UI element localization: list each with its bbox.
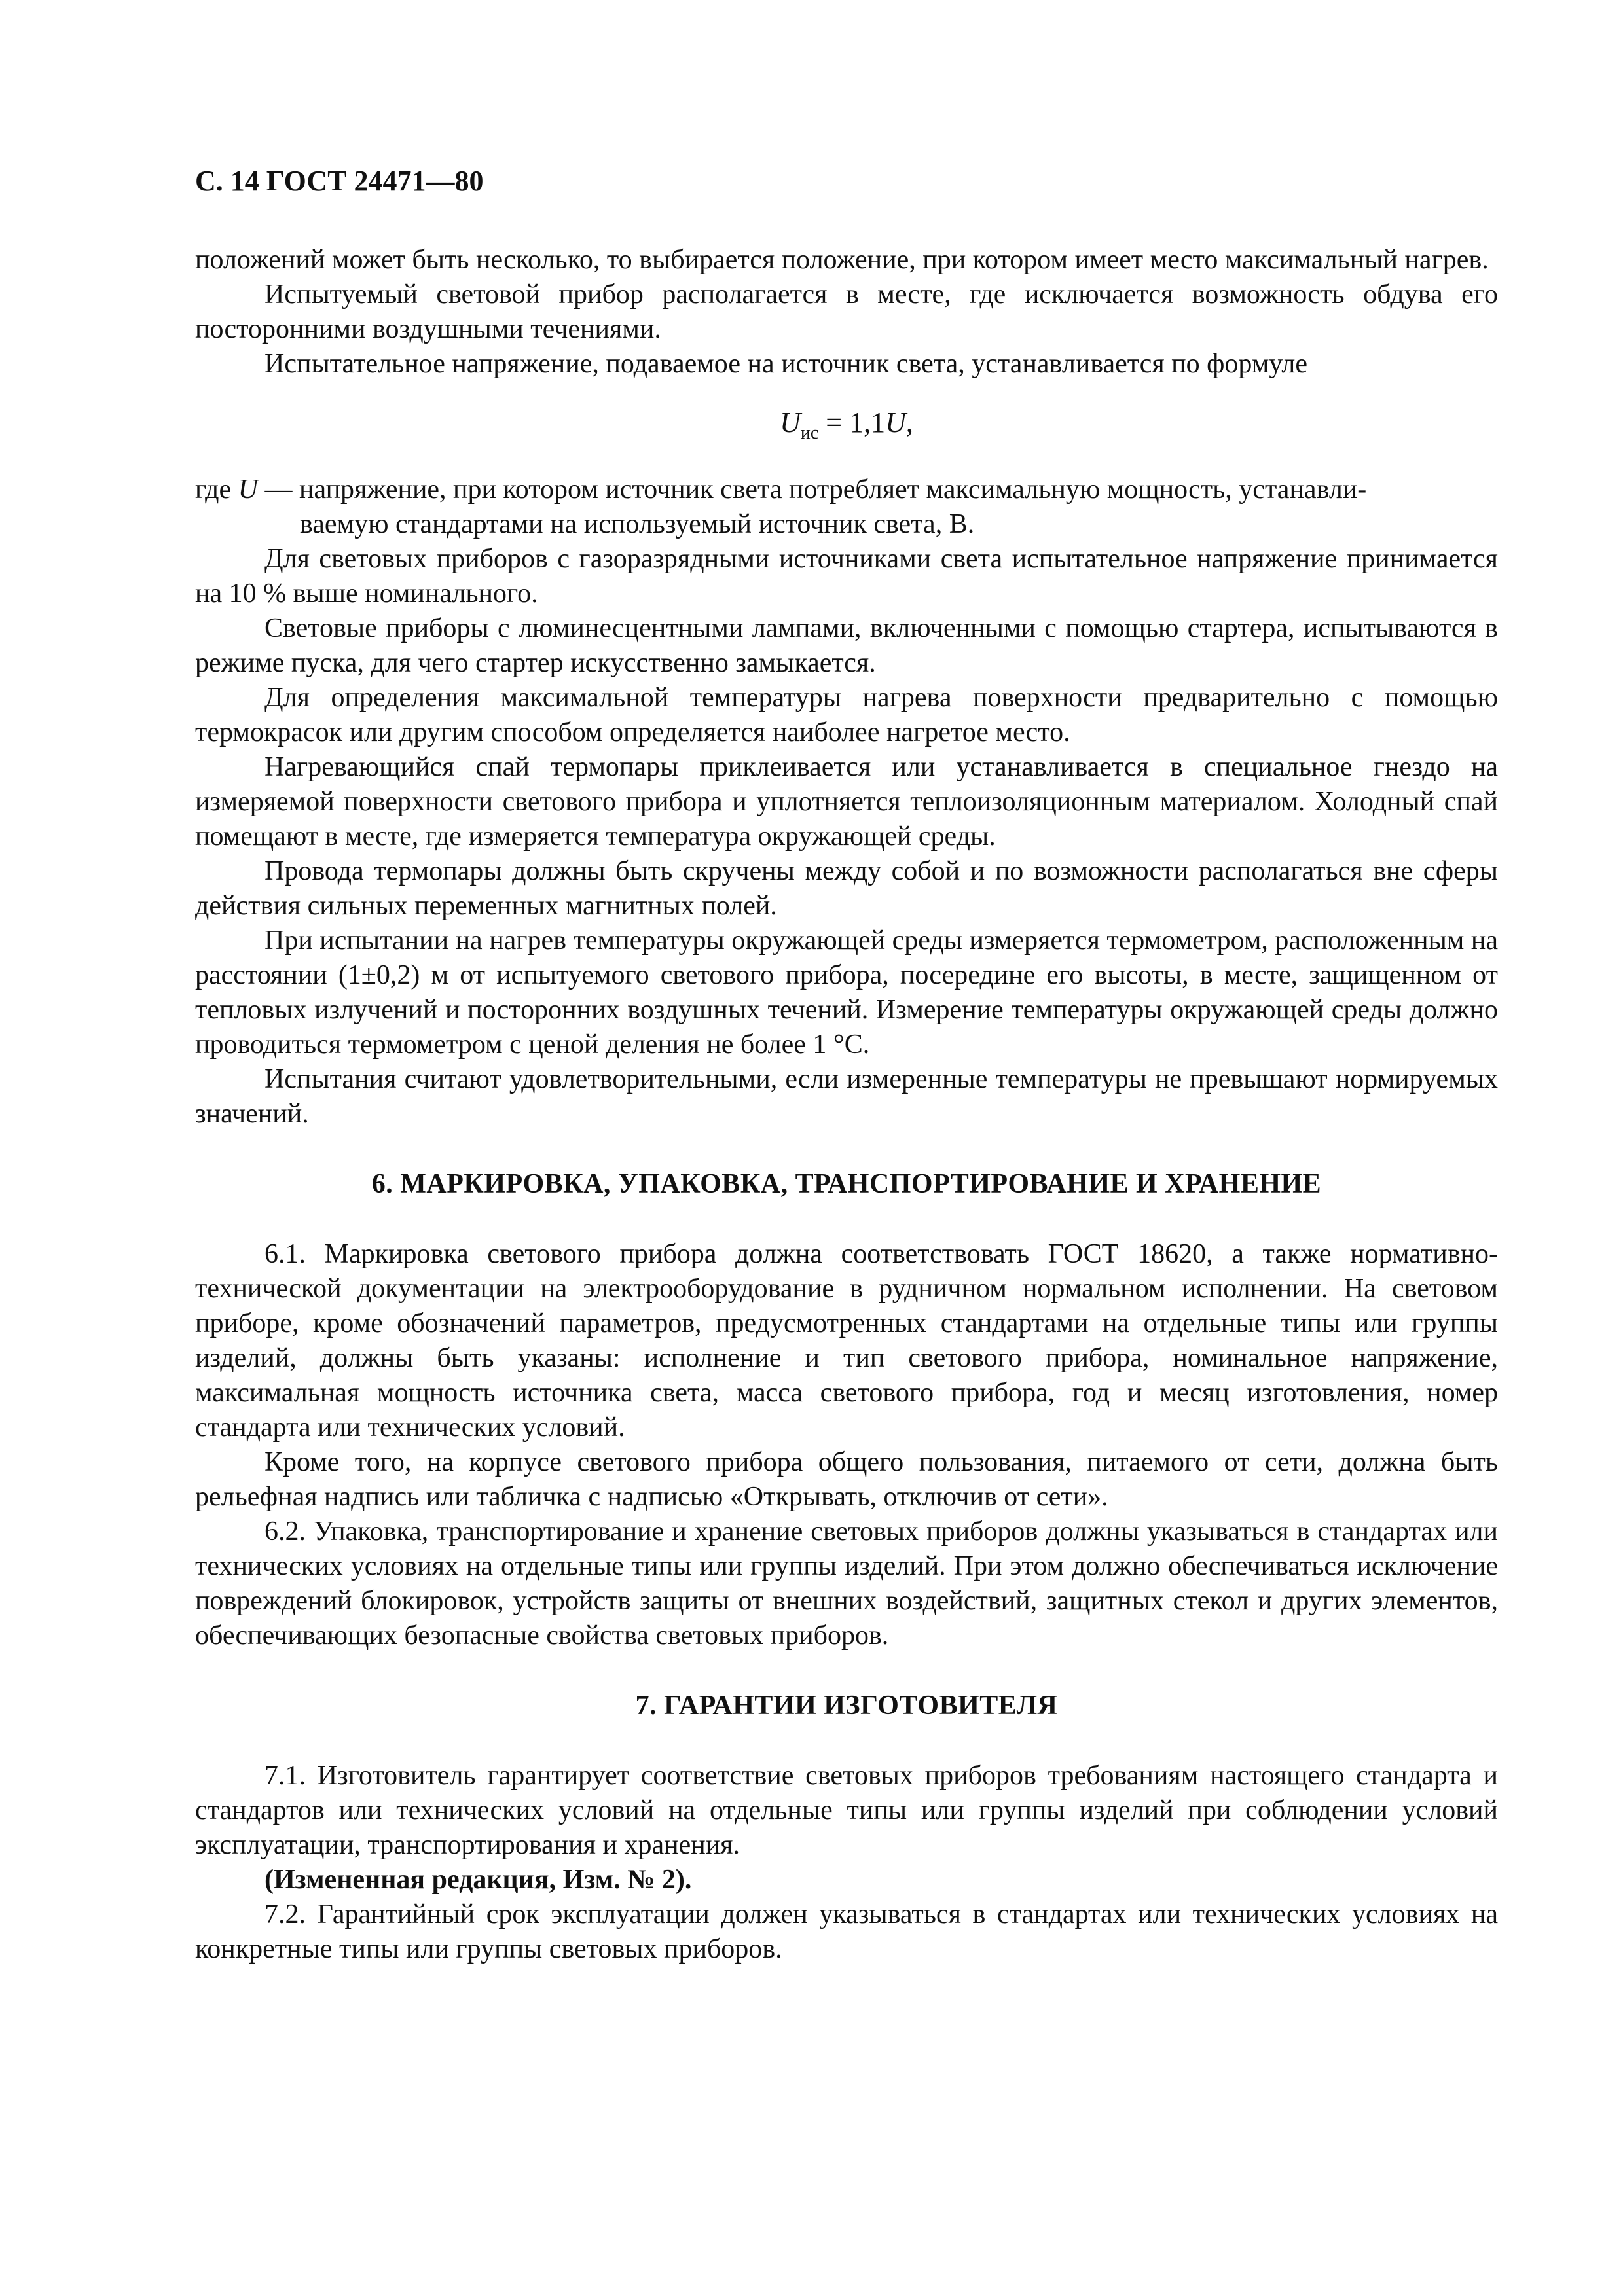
amendment-note: (Измененная редакция, Изм. № 2). <box>264 1865 692 1895</box>
section-6-title: 6. МАРКИРОВКА, УПАКОВКА, ТРАНСПОРТИРОВАНИЕ И ХРАНЕНИЕ <box>371 1169 1322 1199</box>
paragraph: Испытательное напряжение, подаваемое на источник света, устанавливается по формуле <box>264 349 1308 379</box>
formula-legend <box>195 473 1498 542</box>
paragraph: Для определения максимальной температуры нагрева поверхности предварительно с помощью термокрасок или другим способом определяется наиболее нагретое место. <box>195 683 1498 747</box>
legend-text-1: — напряжение, при котором источник света потребляет максимальную мощность, устанавли- <box>258 475 1367 505</box>
paragraph: Для световых приборов с газоразрядными источниками света испытательное напряжение принимается на 10 % выше номинального. <box>195 544 1498 609</box>
paragraph: 7.2. Гарантийный срок эксплуатации должен указываться в стандартах или технических условиях на конкретные типы или группы световых приборов. <box>195 1899 1498 1964</box>
page-header: С. 14 ГОСТ 24471—80 <box>195 165 484 197</box>
formula-var: U <box>780 406 801 439</box>
legend-line-1 <box>195 473 1498 507</box>
formula-rhs-suffix: , <box>905 406 913 439</box>
formula-subscript: ис <box>800 423 819 443</box>
paragraph: 6.1. Маркировка светового прибора должна соответствовать ГОСТ 18620, а также нормативно-технической документации на электрооборудование в рудничном нормальном исполнении. На световом приборе, кроме обозначений параметров, предусмотренных стандартами на отдельные типы или группы изделий, должны быть указаны: исполнение и тип светового прибора, номинальное напряжение, максимальная мощность источника света, масса светового прибора, год и месяц изготовления, номер стандарта или технических условий. <box>195 1239 1498 1443</box>
formula-rhs-var: U <box>885 406 906 439</box>
paragraph: Нагревающийся спай термопары приклеивается или устанавливается в специальное гнездо на измеряемой поверхности светового прибора и уплотняется теплоизоляционным материалом. Холодный спай помещают в месте, где измеряется температура окружающей среды. <box>195 752 1498 852</box>
document-page <box>195 164 1498 1967</box>
paragraph: положений может быть несколько, то выбирается положение, при котором имеет место максимальный нагрев. <box>195 245 1489 275</box>
paragraph: 7.1. Изготовитель гарантирует соответствие световых приборов требованиям настоящего стандарта и стандартов или технических условий на отдельные типы или группы изделий при соблюдении условий эксплуатации, транспортирования и хранения. <box>195 1761 1498 1860</box>
paragraph: Испытуемый световой прибор располагается в месте, где исключается возможность обдува его посторонними воздушными течениями. <box>195 279 1498 344</box>
paragraph: Провода термопары должны быть скручены между собой и по возможности располагаться вне сферы действия сильных переменных магнитных полей. <box>195 856 1498 921</box>
paragraph: Кроме того, на корпусе светового прибора общего пользования, питаемого от сети, должна быть рельефная надпись или табличка с надписью «Открывать, отключив от сети». <box>195 1447 1498 1512</box>
paragraph: 6.2. Упаковка, транспортирование и хранение световых приборов должны указываться в стандартах или технических условиях на отдельные типы или группы изделий. При этом должно обеспечиваться исключение повреждений блокировок, устройств защиты от внешних воздействий, защитных стекол и других элементов, обеспечивающих безопасные свойства световых приборов. <box>195 1516 1498 1651</box>
formula-rhs-prefix: = 1,1 <box>818 406 886 439</box>
legend-var: U <box>238 475 258 505</box>
legend-line-2: ваемую стандартами на используемый источник света, В. <box>300 509 975 539</box>
paragraph: При испытании на нагрев температуры окружающей среды измеряется термометром, расположенным на расстоянии (1±0,2) м от испытуемого светового прибора, посередине его высоты, в месте, защищенном от тепловых излучений и посторонних воздушных течений. Измерение температуры окружающей среды должно проводиться термометром с ценой деления не более 1 °С. <box>195 925 1498 1060</box>
paragraph: Испытания считают удовлетворительными, если измеренные температуры не превышают нормируемых значений. <box>195 1064 1498 1129</box>
paragraph: Световые приборы с люминесцентными лампами, включенными с помощью стартера, испытываются в режиме пуска, для чего стартер искусственно замыкается. <box>195 613 1498 678</box>
legend-prefix: где <box>195 475 238 505</box>
section-7-title: 7. ГАРАНТИИ ИЗГОТОВИТЕЛЯ <box>635 1691 1058 1721</box>
formula <box>195 405 1498 450</box>
